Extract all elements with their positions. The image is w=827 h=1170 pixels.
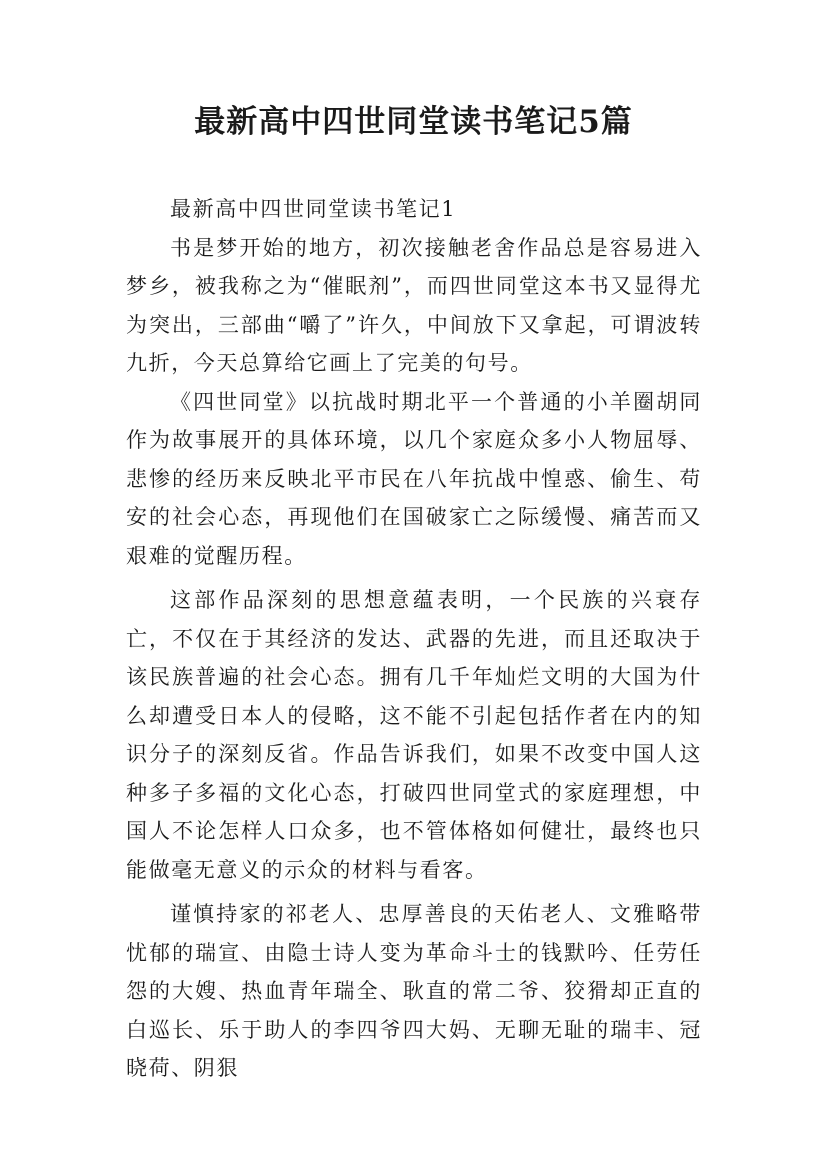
section-subtitle: 最新高中四世同堂读书笔记1 (170, 197, 457, 221)
paragraph-4: 谨慎持家的祁老人、忠厚善良的天佑老人、文雅略带忧郁的瑞宣、由隐士诗人变为革命斗士的钱默吟、任劳任怨的大嫂、热血青年瑞全、耿直的常二爷、狡猾却正直的白巡长、乐于助人的李四爷四大妈、无聊无耻的瑞丰、冠晓荷、阴狠 (126, 902, 702, 1080)
document-body (126, 190, 702, 1088)
paragraph-2: 《四世同堂》以抗战时期北平一个普通的小羊圈胡同作为故事展开的具体环境，以几个家庭众多小人物屈辱、悲惨的经历来反映北平市民在八年抗战中惶惑、偷生、苟安的社会心态，再现他们在国破家亡之际缓慢、痛苦而又艰难的觉醒历程。 (126, 389, 702, 568)
document-title: 最新高中四世同堂读书笔记5篇 (194, 104, 633, 140)
paragraph-3: 这部作品深刻的思想意蕴表明，一个民族的兴衰存亡，不仅在于其经济的发达、武器的先进，而且还取决于该民族普遍的社会心态。拥有几千年灿烂文明的大国为什么却遭受日本人的侵略，这不能不引起包括作者在内的知识分子的深刻反省。作品告诉我们，如果不改变中国人这种多子多福的文化心态，打破四世同堂式的家庭理想，中国人不论怎样人口众多，也不管体格如何健壮，最终也只能做毫无意义的示众的材料与看客。 (126, 588, 702, 882)
paragraph-1: 书是梦开始的地方，初次接触老舍作品总是容易进入梦乡，被我称之为“催眠剂”，而四世同堂这本书又显得尤为突出，三部曲“嚼了”许久，中间放下又拿起，可谓波转九折，今天总算给它画上了完美的句号。 (126, 235, 702, 375)
